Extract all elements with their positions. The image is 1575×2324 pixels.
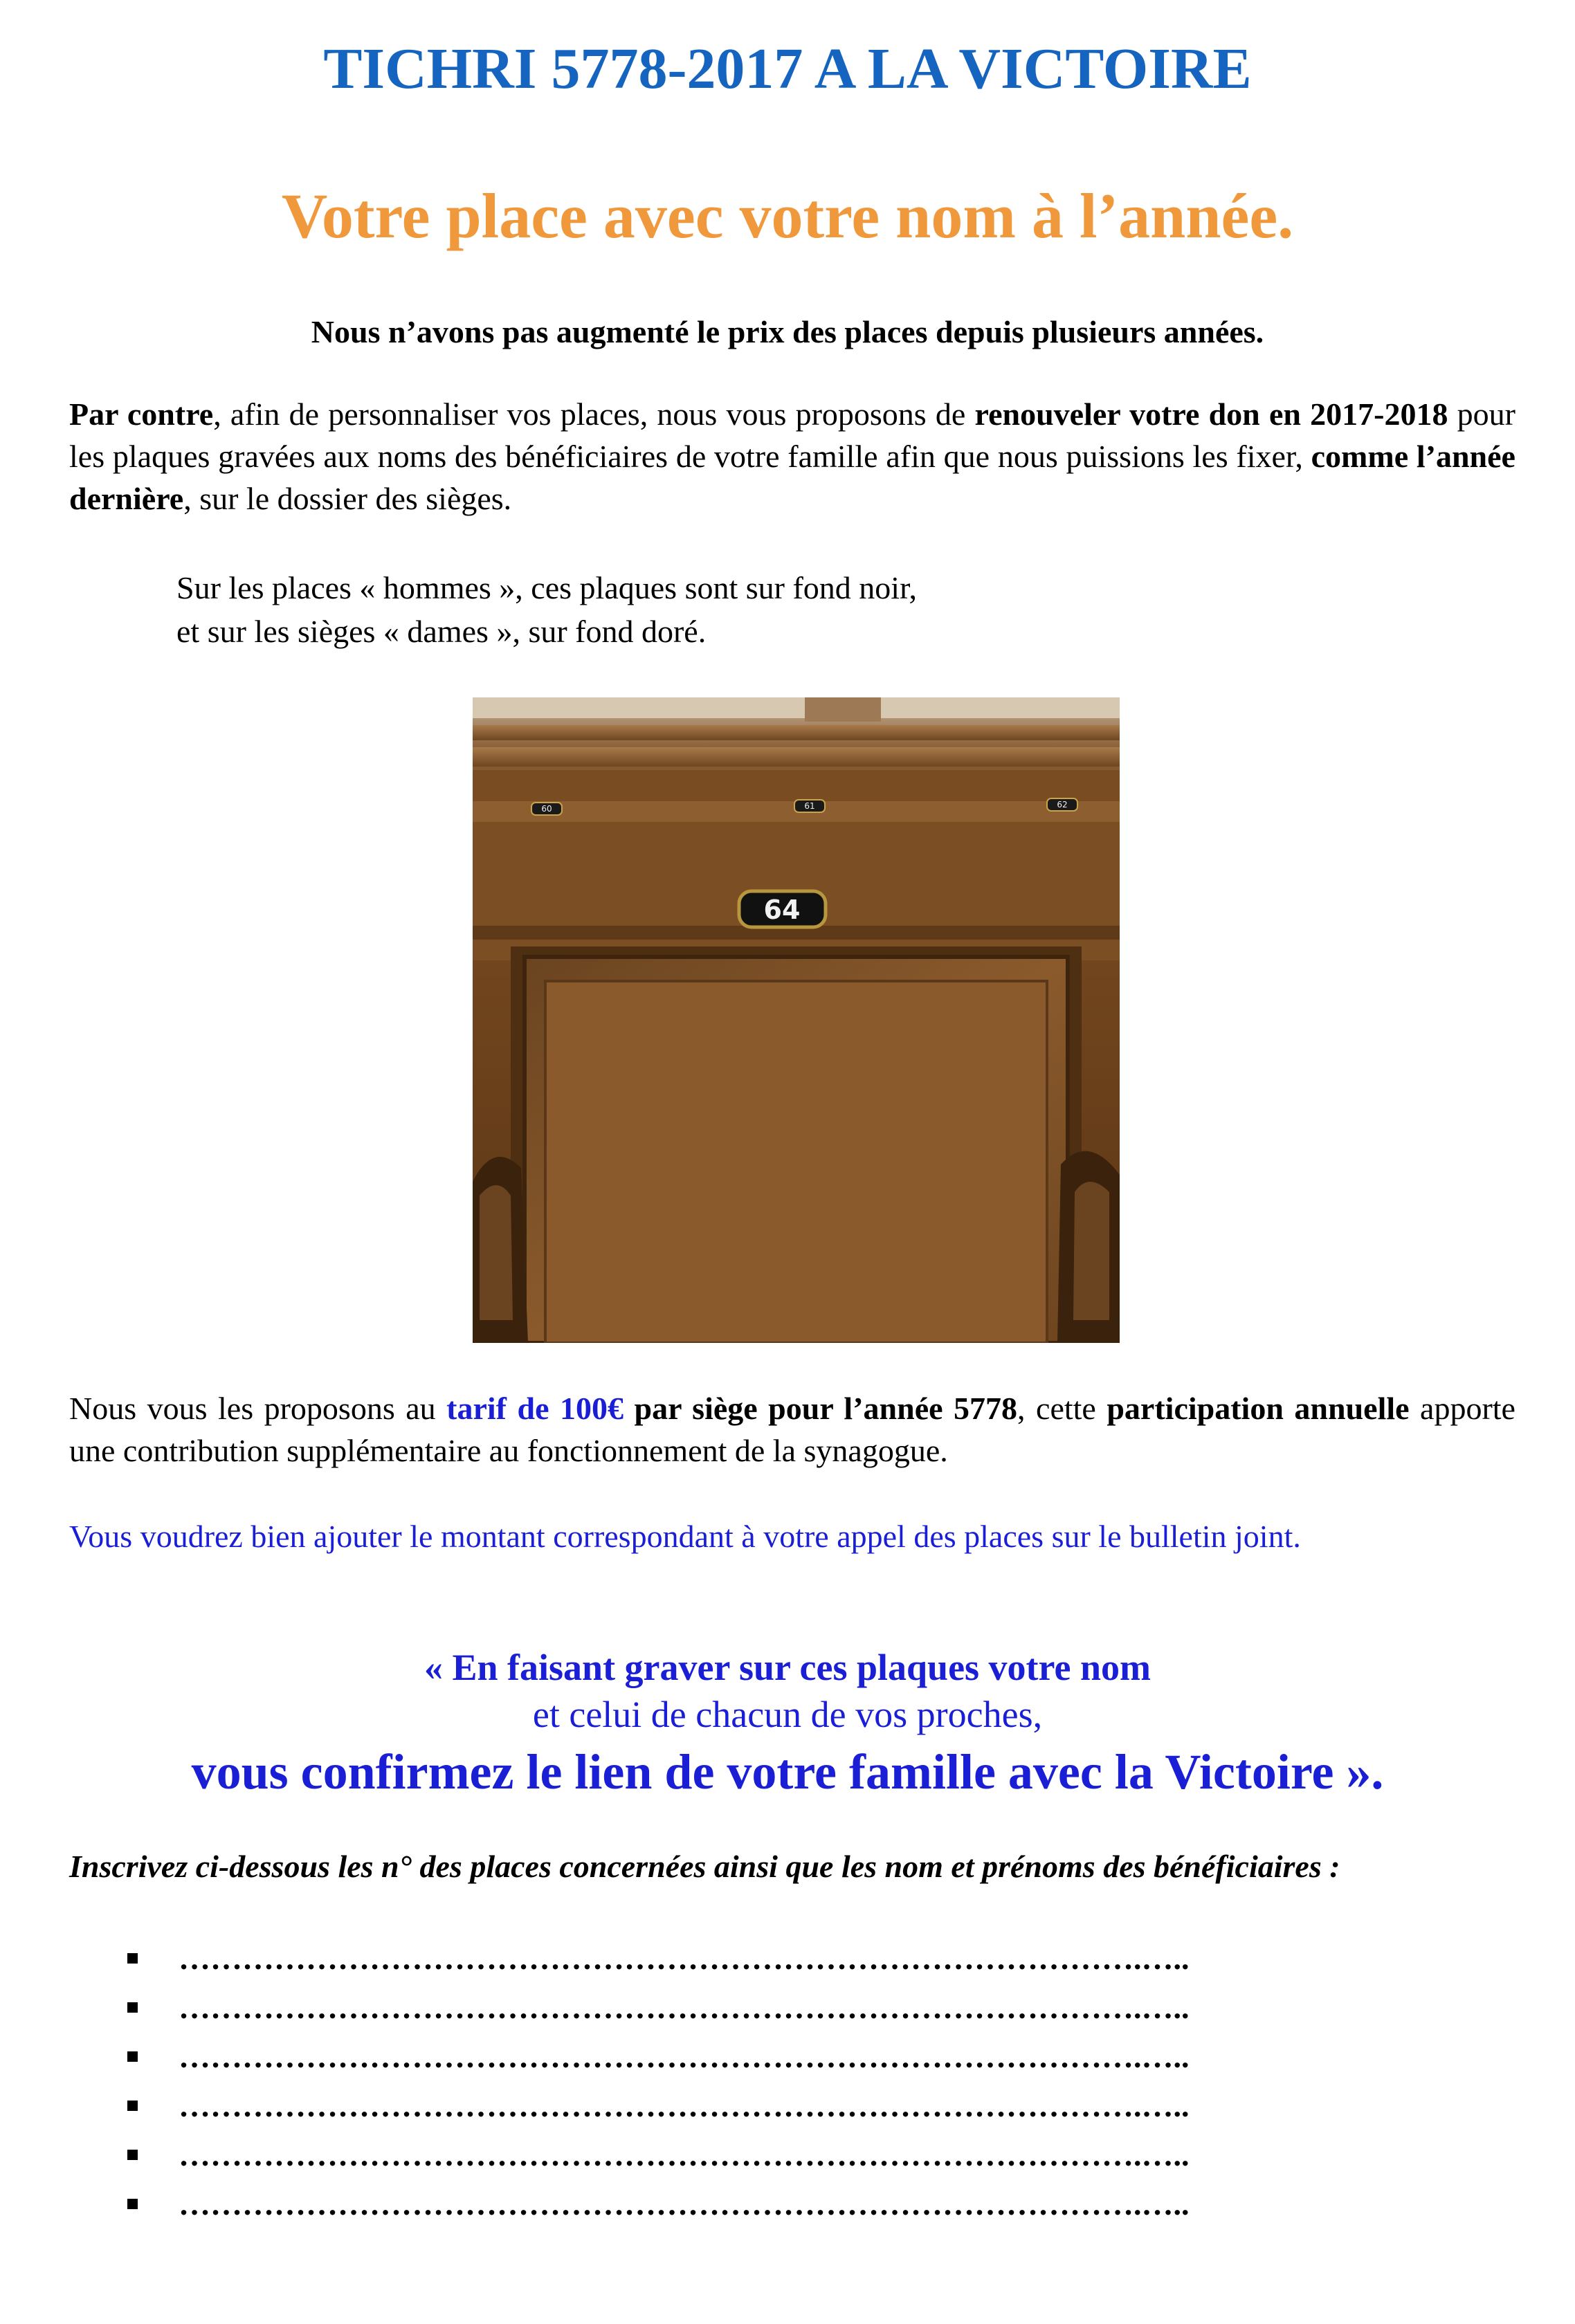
- entry-line-dots: ……………………………………………………………………………….…..: [179, 2137, 1190, 2172]
- intro-text-2: pour les plaques gravées aux noms des bénéficiaires de votre famille afin que nous puissions les fixer,: [69, 396, 1515, 474]
- back-seat-number-2: 61: [804, 801, 815, 811]
- pricing-text-1: Nous vous les proposons au: [69, 1391, 447, 1426]
- quote-line-3: vous confirmez le lien de votre famille avec la Victoire ».: [191, 1744, 1384, 1800]
- entry-line[interactable]: [121, 2032, 1505, 2081]
- seat-photo-illustration: [473, 697, 1120, 1343]
- entry-line-dots: ……………………………………………………………………………….…..: [179, 2039, 1190, 2074]
- intro-bold-renouveler: renouveler votre don en 2017-2018: [974, 396, 1448, 432]
- entry-lines: [121, 1934, 1505, 2229]
- pricing-paragraph: [69, 1387, 1515, 1472]
- plaque-detail-men: Sur les places « hommes », ces plaques sont sur fond noir,: [176, 570, 918, 605]
- entry-line[interactable]: [121, 2081, 1505, 2130]
- intro-paragraph: [69, 393, 1515, 520]
- pricing-per-seat: par siège pour l’année 5778: [623, 1391, 1018, 1426]
- bullet-icon: [127, 2101, 138, 2111]
- payment-note: Vous voudrez bien ajouter le montant correspondant à votre appel des places sur le bulletin joint.: [69, 1519, 1301, 1554]
- pricing-text-3: , cette: [1017, 1391, 1107, 1426]
- intro-bold-par-contre: Par contre: [69, 396, 214, 432]
- page-subtitle: Votre place avec votre nom à l’année.: [281, 181, 1294, 251]
- entry-line-dots: ……………………………………………………………………………….…..: [179, 2088, 1190, 2123]
- pricing-text-5: apporte une contribution supplémentaire au fonctionnement de la synagogue.: [69, 1391, 1515, 1468]
- plaque-detail-women: et sur les sièges « dames », sur fond doré.: [176, 614, 707, 649]
- intro-bold-annee-derniere: comme l’année dernière: [69, 439, 1515, 516]
- plaque-details: [176, 566, 1491, 653]
- pricing-participation: participation annuelle: [1107, 1391, 1410, 1426]
- pricing-price: tarif de 100€: [446, 1391, 623, 1426]
- back-seat-number-1: 60: [541, 804, 552, 814]
- lead-statement: Nous n’avons pas augmenté le prix des places depuis plusieurs années.: [311, 314, 1264, 349]
- back-seat-number-3: 62: [1057, 800, 1068, 809]
- bullet-icon: [127, 2051, 138, 2062]
- bullet-icon: [127, 1953, 138, 1964]
- page-title: TICHRI 5778-2017 A LA VICTOIRE: [323, 37, 1252, 101]
- intro-text-3: , sur le dossier des sièges.: [183, 481, 512, 516]
- bullet-icon: [127, 2199, 138, 2209]
- intro-text-1: , afin de personnaliser vos places, nous vous proposons de: [213, 396, 975, 432]
- entry-line[interactable]: [121, 2179, 1505, 2229]
- entry-line-dots: ……………………………………………………………………………….…..: [179, 1990, 1190, 2025]
- entry-line[interactable]: [121, 1983, 1505, 2032]
- entry-line-dots: ……………………………………………………………………………….…..: [179, 2186, 1190, 2222]
- entry-line[interactable]: [121, 1934, 1505, 1983]
- quote-line-1: « En faisant graver sur ces plaques votre nom: [424, 1647, 1151, 1688]
- entry-line[interactable]: [121, 2130, 1505, 2179]
- instructions: Inscrivez ci-dessous les n° des places concernées ainsi que les nom et prénoms des bénéficiaires :: [69, 1849, 1340, 1884]
- seat-number-plate: 64: [763, 895, 801, 925]
- entry-line-dots: ……………………………………………………………………………….…..: [179, 1941, 1190, 1976]
- quote-line-2: et celui de chacun de vos proches,: [532, 1694, 1043, 1735]
- bullet-icon: [127, 2002, 138, 2013]
- seat-photo: [473, 697, 1120, 1343]
- bullet-icon: [127, 2150, 138, 2160]
